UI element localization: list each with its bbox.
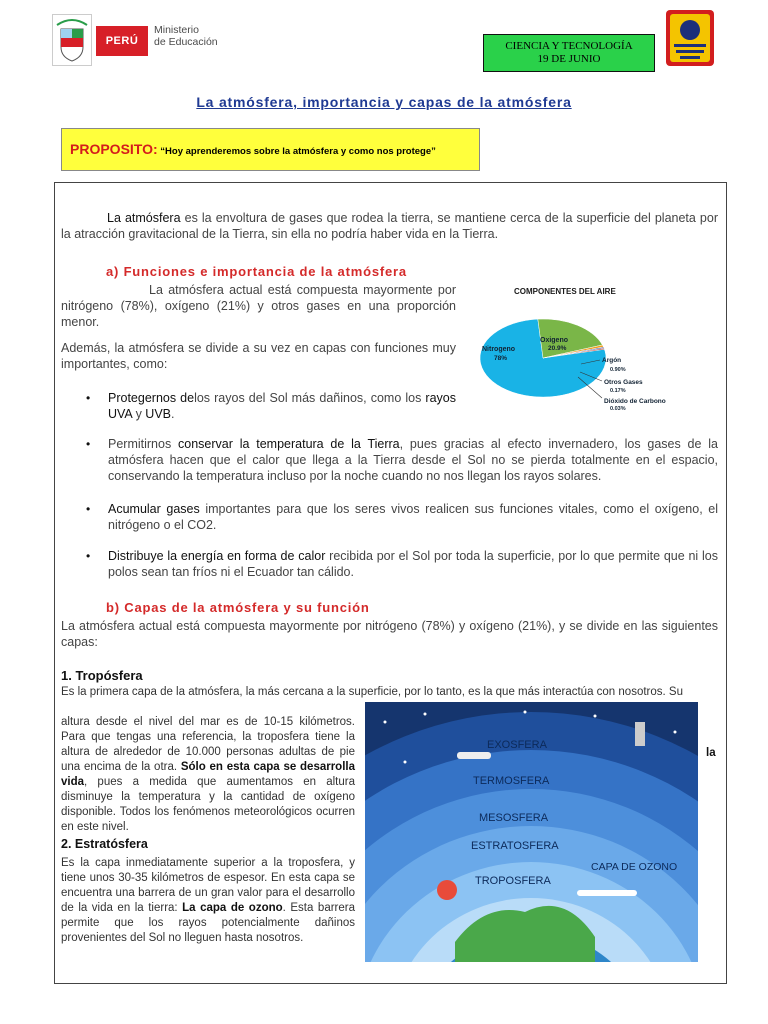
slice-value: 0.03% <box>610 406 626 412</box>
ministry-name: Ministerio de Educación <box>154 24 218 48</box>
stratosphere-heading: 2. Estratósfera <box>61 837 148 851</box>
intro-paragraph <box>61 210 718 242</box>
peru-label: PERÚ <box>96 26 148 56</box>
section-a-heading: a) Funciones e importancia de la atmósfera <box>106 264 407 279</box>
page-title: La atmósfera, importancia y capas de la atmósfera <box>196 94 572 110</box>
intro-term: La atmósfera <box>107 211 181 225</box>
layer-label: TERMOSFERA <box>473 775 550 787</box>
layer-label: EXOSFERA <box>487 739 547 751</box>
list-item: • Acumular gases importantes para que los seres vivos realicen sus funciones vitales, como el oxígeno, el nitrógeno o el CO2. <box>86 502 719 532</box>
layer-label: MESOSFERA <box>479 812 549 824</box>
slice-label: Dióxido de Carbono <box>604 398 666 405</box>
layers-paragraph: La atmósfera actual está compuesta mayormente por nitrógeno (78%) y oxígeno (21%), y se divide en las siguientes capas: <box>61 619 718 649</box>
slice-value: 0.17% <box>610 388 626 394</box>
slice-label: Otros Gases <box>604 379 643 386</box>
list-item: • Permitirnos conservar la temperatura de la Tierra, pues gracias al efecto invernadero, los gases de la atmósfera hacen que el calor que llega a la Tierra desde el Sol no se pierda totalmente en el espacio, conservando la temperatura incluso por la noche cuando no nos llegan los rayos solares. <box>86 437 718 483</box>
purpose-text: “Hoy aprenderemos sobre la atmósfera y como nos protege” <box>160 146 436 157</box>
list-item: • Protegernos delos rayos del Sol más dañinos, como los rayos UVA y UVB. <box>86 391 456 421</box>
layer-label: ESTRATOSFERA <box>471 840 559 852</box>
list-item: • Distribuye la energía en forma de calor recibida por el Sol por toda la superficie, por lo que permite que ni los polos sean tan fríos ni el Ecuador tan cálido. <box>86 549 718 579</box>
balloon-icon <box>437 880 457 900</box>
ministry-logo <box>52 14 248 66</box>
coat-of-arms-icon <box>52 14 92 66</box>
purpose-label: PROPOSITO: <box>70 141 158 157</box>
slice-label: Nitrogeno <box>482 346 516 353</box>
air-components-chart <box>468 280 718 418</box>
slice-value: 78% <box>494 355 508 362</box>
slice-label: Oxigeno <box>540 337 569 344</box>
school-badge-icon <box>666 10 714 66</box>
composition-paragraph: La atmósfera actual está compuesta mayormente por nitrógeno (78%), oxígeno (21%) y otros gases en una proporción menor. <box>61 283 456 329</box>
airplane-icon <box>577 890 637 896</box>
troposphere-line: Es la primera capa de la atmósfera, la más cercana a la superficie, por lo tanto, es la que más interactúa con nosotros. Su <box>61 686 683 698</box>
chart-title: COMPONENTES DEL AIRE <box>514 287 616 296</box>
layer-label: TROPOSFERA <box>475 875 551 887</box>
troposphere-continuation: la <box>706 747 716 759</box>
date-label: 19 DE JUNIO <box>537 53 601 65</box>
stratosphere-text: Es la capa inmediatamente superior a la troposfera, y tiene unos 30-35 kilómetros de espesor. En esta capa se encuentra una barrera de un gran valor para el desarrollo de la vida en la tierra: La capa de ozono. Esta barrera permite que los rayos potencialmente dañinos provenientes del Sol no lleguen hasta nosotros. <box>61 857 355 944</box>
slice-label: Argón <box>602 357 622 364</box>
layers-intro-paragraph: Además, la atmósfera se divide a su vez en capas con funciones muy importantes, como: <box>61 341 456 371</box>
purpose-box <box>61 128 480 171</box>
slice-value: 20.9% <box>548 345 567 352</box>
subject-date-box <box>483 34 655 72</box>
atmosphere-layers-illustration <box>365 702 698 962</box>
troposphere-heading: 1. Tropósfera <box>61 668 143 683</box>
troposphere-text: altura desde el nivel del mar es de 10-15 kilómetros. Para que tengas una referencia, la troposfera tiene la altura de alrededor de 10.000 personas adultas de pie una encima de la otra. Sólo en esta capa se desarrolla vida, pues a medida que aumentamos en altura disminuye la temperatura y la cantidad de oxígeno disponible. Todos los fenómenos meteorológicos ocurren en este nivel. <box>61 716 355 833</box>
satellite-icon <box>635 722 645 746</box>
ozone-label: CAPA DE OZONO <box>591 861 678 873</box>
section-b-heading: b) Capas de la atmósfera y su función <box>106 600 370 615</box>
slice-value: 0.90% <box>610 367 626 373</box>
subject-label: CIENCIA Y TECNOLOGÍA <box>505 40 633 52</box>
intro-text: es la envoltura de gases que rodea la tierra, se mantiene cerca de la superficie del planeta por la atracción gravitacional de la Tierra, sin ella no podría haber vida en la Tierra. <box>61 211 718 241</box>
rocket-icon <box>457 752 491 759</box>
